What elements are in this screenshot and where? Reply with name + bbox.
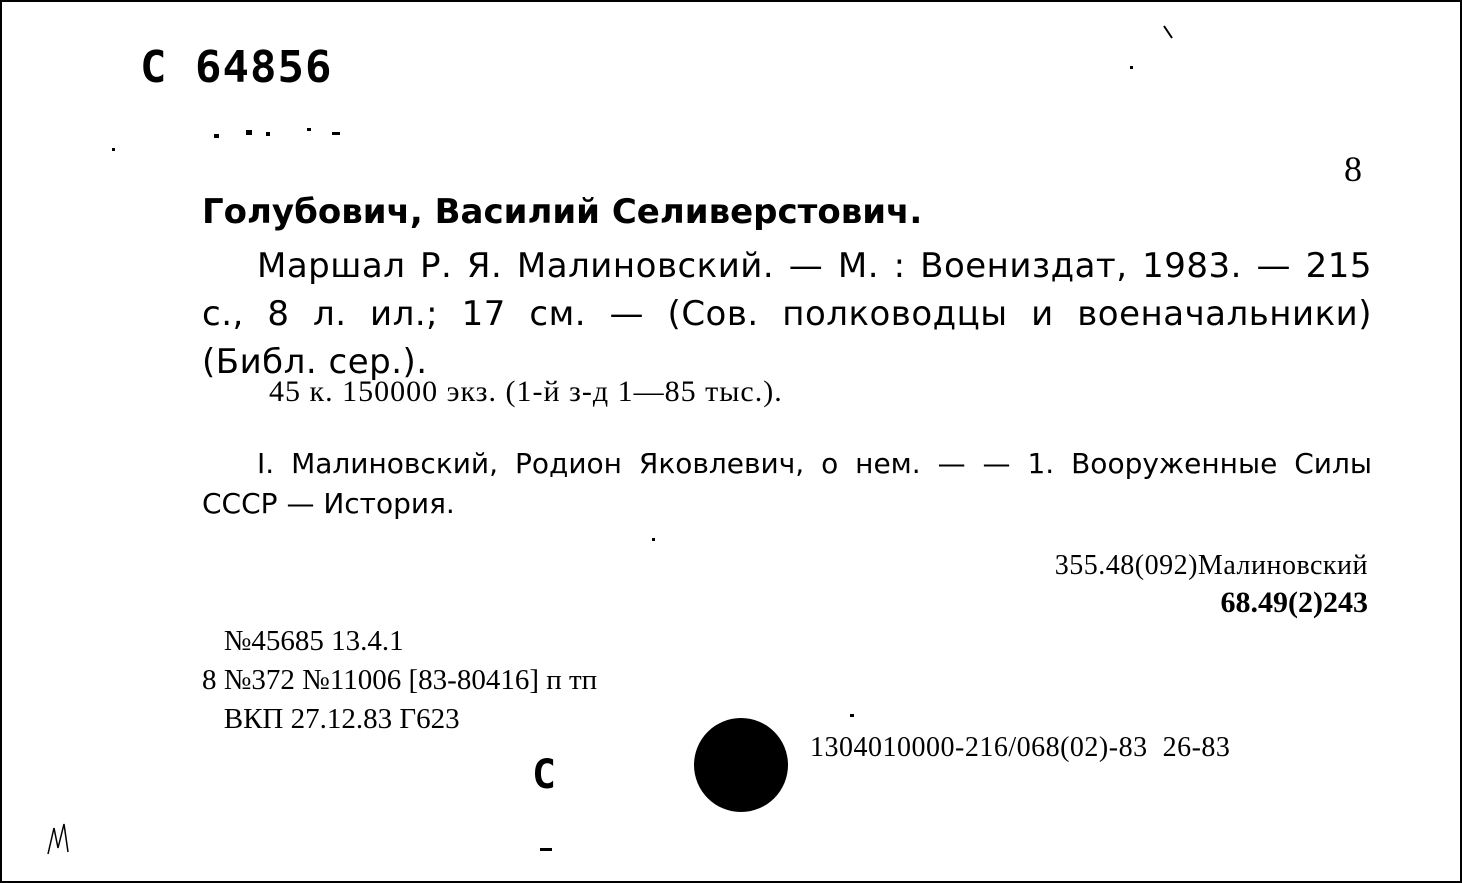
bibliographic-description: Маршал Р. Я. Малиновский. — М. : Воениздат, 1983. — 215 с., 8 л. ил.; 17 см. — (Сов. полководцы и военачальники) (Библ. сер.). [202, 246, 1372, 382]
speck [307, 128, 311, 131]
tech-line: №45685 13.4.1 [202, 625, 404, 657]
page-number: 8 [1344, 149, 1362, 189]
speck [652, 538, 655, 541]
stroke-mark [1162, 24, 1176, 42]
speck [540, 848, 552, 851]
speck [266, 132, 270, 136]
speck [246, 130, 252, 135]
speck [332, 132, 340, 135]
technical-data [202, 622, 597, 739]
c-mark: С [532, 752, 557, 798]
speck [850, 714, 854, 717]
speck [1130, 66, 1133, 69]
tech-line: 8 №372 №11006 [83-80416] п тп [202, 664, 598, 696]
handwritten-mark-icon [44, 818, 74, 858]
subject-headings: I. Малиновский, Родион Яковлевич, о нем. — — 1. Вооруженные Силы СССР — История. [202, 447, 1372, 520]
bbk-classification: 68.49(2)243 [1220, 586, 1368, 619]
call-number-stamp: С 64856 [140, 42, 333, 93]
tech-line: ВКП 27.12.83 Г623 [202, 703, 460, 735]
publisher-code: 1304010000-216/068(02)-83 26-83 [810, 732, 1231, 763]
author-heading: Голубович, Василий Селиверстович. [202, 192, 923, 232]
price-and-print-run: 45 к. 150000 экз. (1-й з-д 1—85 тыс.). [269, 375, 783, 408]
speck [214, 134, 219, 138]
speck [112, 148, 115, 151]
udc-classification: 355.48(092)Малиновский [1054, 550, 1368, 581]
punch-hole-dot [694, 718, 788, 812]
